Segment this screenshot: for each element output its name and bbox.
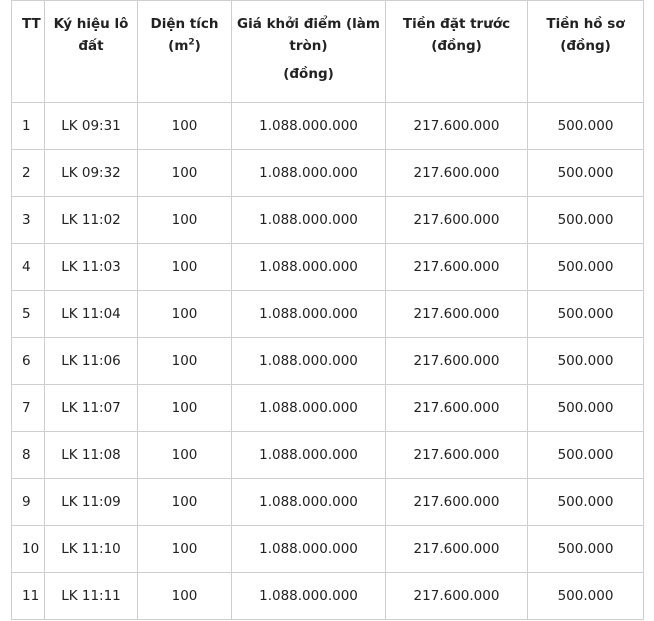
cell-area: 100 [138, 432, 232, 479]
cell-symbol: LK 11:11 [45, 573, 138, 620]
table-row [12, 432, 644, 479]
cell-symbol: LK 09:32 [45, 150, 138, 197]
cell-start-price: 1.088.000.000 [232, 150, 386, 197]
cell-tt: 8 [12, 432, 45, 479]
cell-symbol: LK 11:03 [45, 244, 138, 291]
cell-area: 100 [138, 385, 232, 432]
cell-fee: 500.000 [528, 103, 644, 150]
cell-fee: 500.000 [528, 573, 644, 620]
cell-tt: 10 [12, 526, 45, 573]
table-row [12, 197, 644, 244]
cell-symbol: LK 09:31 [45, 103, 138, 150]
cell-deposit: 217.600.000 [386, 150, 528, 197]
cell-deposit: 217.600.000 [386, 479, 528, 526]
cell-tt: 2 [12, 150, 45, 197]
cell-area: 100 [138, 291, 232, 338]
cell-start-price: 1.088.000.000 [232, 432, 386, 479]
cell-fee: 500.000 [528, 432, 644, 479]
cell-fee: 500.000 [528, 479, 644, 526]
cell-tt: 7 [12, 385, 45, 432]
cell-tt: 5 [12, 291, 45, 338]
cell-fee: 500.000 [528, 291, 644, 338]
cell-area: 100 [138, 103, 232, 150]
cell-symbol: LK 11:07 [45, 385, 138, 432]
cell-start-price: 1.088.000.000 [232, 197, 386, 244]
cell-start-price: 1.088.000.000 [232, 244, 386, 291]
cell-symbol: LK 11:08 [45, 432, 138, 479]
header-tt: TT [12, 1, 45, 103]
cell-tt: 11 [12, 573, 45, 620]
header-start-price-line2: (đồng) [283, 66, 334, 82]
cell-fee: 500.000 [528, 150, 644, 197]
cell-deposit: 217.600.000 [386, 338, 528, 385]
cell-tt: 1 [12, 103, 45, 150]
cell-deposit: 217.600.000 [386, 432, 528, 479]
header-area-close: ) [194, 38, 201, 54]
cell-fee: 500.000 [528, 244, 644, 291]
header-area-text: Diện tích (m [150, 16, 219, 54]
table-row [12, 244, 644, 291]
cell-tt: 9 [12, 479, 45, 526]
table-body [12, 103, 644, 620]
cell-fee: 500.000 [528, 526, 644, 573]
header-row [12, 1, 644, 103]
cell-area: 100 [138, 150, 232, 197]
table-row [12, 150, 644, 197]
cell-area: 100 [138, 244, 232, 291]
cell-start-price: 1.088.000.000 [232, 573, 386, 620]
cell-area: 100 [138, 479, 232, 526]
table-row [12, 338, 644, 385]
header-area-sup: 2 [188, 37, 195, 48]
cell-start-price: 1.088.000.000 [232, 291, 386, 338]
cell-area: 100 [138, 573, 232, 620]
cell-deposit: 217.600.000 [386, 573, 528, 620]
header-start-price [232, 1, 386, 103]
cell-fee: 500.000 [528, 197, 644, 244]
cell-start-price: 1.088.000.000 [232, 526, 386, 573]
cell-fee: 500.000 [528, 338, 644, 385]
cell-tt: 6 [12, 338, 45, 385]
cell-start-price: 1.088.000.000 [232, 338, 386, 385]
table-row [12, 385, 644, 432]
cell-deposit: 217.600.000 [386, 291, 528, 338]
cell-deposit: 217.600.000 [386, 103, 528, 150]
header-plot-symbol: Ký hiệu lô đất [45, 1, 138, 103]
header-start-price-line1: Giá khởi điểm (làm tròn) [237, 16, 380, 54]
cell-start-price: 1.088.000.000 [232, 385, 386, 432]
table-row [12, 291, 644, 338]
cell-symbol: LK 11:04 [45, 291, 138, 338]
cell-deposit: 217.600.000 [386, 244, 528, 291]
cell-symbol: LK 11:06 [45, 338, 138, 385]
table-row [12, 573, 644, 620]
header-area [138, 1, 232, 103]
cell-fee: 500.000 [528, 385, 644, 432]
land-auction-table [11, 0, 644, 620]
cell-deposit: 217.600.000 [386, 385, 528, 432]
table-row [12, 479, 644, 526]
cell-symbol: LK 11:02 [45, 197, 138, 244]
cell-deposit: 217.600.000 [386, 526, 528, 573]
cell-tt: 4 [12, 244, 45, 291]
cell-area: 100 [138, 338, 232, 385]
cell-area: 100 [138, 526, 232, 573]
cell-start-price: 1.088.000.000 [232, 479, 386, 526]
cell-tt: 3 [12, 197, 45, 244]
table-row [12, 103, 644, 150]
header-deposit: Tiền đặt trước (đồng) [386, 1, 528, 103]
cell-start-price: 1.088.000.000 [232, 103, 386, 150]
header-dossier-fee: Tiền hồ sơ (đồng) [528, 1, 644, 103]
table-row [12, 526, 644, 573]
cell-area: 100 [138, 197, 232, 244]
cell-symbol: LK 11:10 [45, 526, 138, 573]
cell-symbol: LK 11:09 [45, 479, 138, 526]
cell-deposit: 217.600.000 [386, 197, 528, 244]
